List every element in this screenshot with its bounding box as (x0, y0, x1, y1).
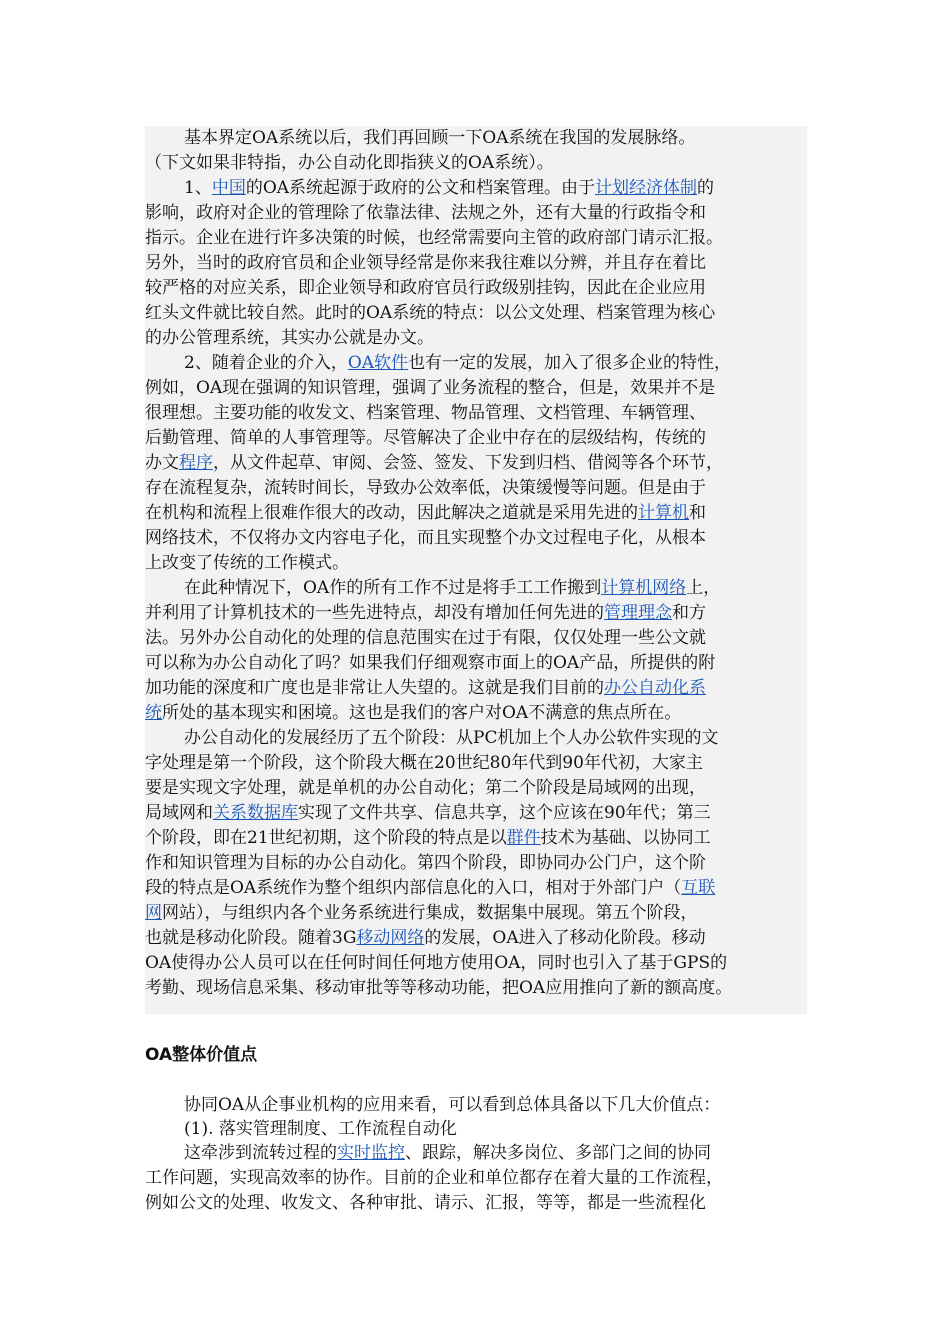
text-line: 考勤、现场信息采集、移动审批等等移动功能，把OA应用推向了新的额高度。 (145, 978, 733, 998)
hyperlink[interactable]: 统 (145, 703, 162, 723)
text-line: 工作问题，实现高效率的协作。目前的企业和单位都存在着大量的工作流程， (145, 1168, 723, 1188)
text-line: 要是实现文字处理，就是单机的办公自动化；第二个阶段是局域网的出现， (145, 778, 706, 798)
text-line: 在机构和流程上很难作很大的改动，因此解决之道就是采用先进的计算机和 (145, 503, 706, 523)
text-line: 加功能的深度和广度也是非常让人失望的。这就是我们目前的办公自动化系 (145, 678, 706, 698)
text-line: 基本界定OA系统以后，我们再回顾一下OA系统在我国的发展脉络。 (184, 128, 696, 148)
text-line: 字处理是第一个阶段，这个阶段大概在20世纪80年代到90年代初，大家主 (145, 753, 703, 773)
text-line: 另外，当时的政府官员和企业领导经常是你来我往难以分辨，并且存在着比 (145, 253, 706, 273)
text-line: 上改变了传统的工作模式。 (145, 553, 349, 573)
text-line: （下文如果非特指，办公自动化即指狭义的OA系统）。 (145, 153, 554, 173)
text-line: 协同OA从企事业机构的应用来看，可以看到总体具备以下几大价值点： (184, 1095, 721, 1115)
text-line: 指示。企业在进行许多决策的时候，也经常需要向主管的政府部门请示汇报。 (145, 228, 723, 248)
text-line: 这牵涉到流转过程的实时监控、跟踪，解决多岗位、多部门之间的协同 (184, 1143, 711, 1163)
hyperlink[interactable]: 办公自动化系 (604, 678, 706, 698)
hyperlink[interactable]: 计算机网络 (601, 578, 687, 598)
hyperlink[interactable]: 群件 (506, 828, 541, 848)
text-line: 网网站），与组织内各个业务系统进行集成，数据集中展现。第五个阶段， (145, 903, 698, 923)
text-line: 很理想。主要功能的收发文、档案管理、物品管理、文档管理、车辆管理、 (145, 403, 706, 423)
text-line: 2、随着企业的介入，OA软件也有一定的发展，加入了很多企业的特性， (184, 353, 732, 373)
text-line: 并利用了计算机技术的一些先进特点，却没有增加任何先进的管理理念和方 (145, 603, 706, 623)
text-line: 例如，OA现在强调的知识管理，强调了业务流程的整合，但是，效果并不是 (145, 378, 716, 398)
hyperlink[interactable]: 互联 (681, 878, 716, 898)
text-line: 1、中国的OA系统起源于政府的公文和档案管理。由于计划经济体制的 (184, 178, 715, 198)
hyperlink[interactable]: 关系数据库 (213, 803, 298, 823)
text-line: (1). 落实管理制度、工作流程自动化 (184, 1119, 457, 1139)
text-line: 段的特点是OA系统作为整个组织内部信息化的入口，相对于外部门户（互联 (145, 878, 716, 898)
text-line: OA使得办公人员可以在任何时间任何地方使用OA，同时也引入了基于GPS的 (145, 953, 728, 973)
hyperlink[interactable]: 程序 (179, 453, 213, 473)
hyperlink[interactable]: 实时监控 (337, 1143, 405, 1163)
text-line: 的办公管理系统，其实办公就是办文。 (145, 328, 434, 348)
text-line: 办文程序，从文件起草、审阅、会签、签发、下发到归档、借阅等各个环节， (145, 453, 723, 473)
text-line: 局域网和关系数据库实现了文件共享、信息共享，这个应该在90年代；第三 (145, 803, 711, 823)
section-heading: OA整体价值点 (145, 1045, 258, 1065)
hyperlink[interactable]: 管理理念 (604, 603, 672, 623)
hyperlink[interactable]: 中国 (211, 178, 246, 198)
hyperlink[interactable]: 计划经济体制 (595, 178, 698, 198)
text-line: 统所处的基本现实和困境。这也是我们的客户对OA不满意的焦点所在。 (145, 703, 682, 723)
text-line: 影响，政府对企业的管理除了依靠法律、法规之外，还有大量的行政指令和 (145, 203, 706, 223)
hyperlink[interactable]: OA软件 (347, 353, 409, 373)
text-line: 在此种情况下，OA作的所有工作不过是将手工工作搬到计算机网络上， (184, 578, 721, 598)
text-line: 后勤管理、简单的人事管理等。尽管解决了企业中存在的层级结构，传统的 (145, 428, 706, 448)
text-line: 网络技术，不仅将办文内容电子化，而且实现整个办文过程电子化，从根本 (145, 528, 706, 548)
text-line: 存在流程复杂，流转时间长，导致办公效率低，决策缓慢等问题。但是由于 (145, 478, 706, 498)
text-line: 作和知识管理为目标的办公自动化。第四个阶段，即协同办公门户，这个阶 (145, 853, 706, 873)
text-line: 可以称为办公自动化了吗？如果我们仔细观察市面上的OA产品，所提供的附 (145, 653, 716, 673)
text-line: 个阶段，即在21世纪初期，这个阶段的特点是以群件技术为基础、以协同工 (145, 828, 711, 848)
text-line: 红头文件就比较自然。此时的OA系统的特点：以公文处理、档案管理为核心 (145, 303, 716, 323)
hyperlink[interactable]: 移动网络 (356, 928, 425, 948)
text-line: 办公自动化的发展经历了五个阶段：从PC机加上个人办公软件实现的文 (184, 728, 719, 748)
text-line: 例如公文的处理、收发文、各种审批、请示、汇报，等等，都是一些流程化 (145, 1193, 706, 1213)
text-line: 较严格的对应关系，即企业领导和政府官员行政级别挂钩，因此在企业应用 (145, 278, 706, 298)
hyperlink[interactable]: 网 (145, 903, 162, 923)
hyperlink[interactable]: 计算机 (638, 503, 689, 523)
text-line: 法。另外办公自动化的处理的信息范围实在过于有限，仅仅处理一些公文就 (145, 628, 706, 648)
text-line: 也就是移动化阶段。随着3G移动网络的发展，OA进入了移动化阶段。移动 (145, 928, 706, 948)
